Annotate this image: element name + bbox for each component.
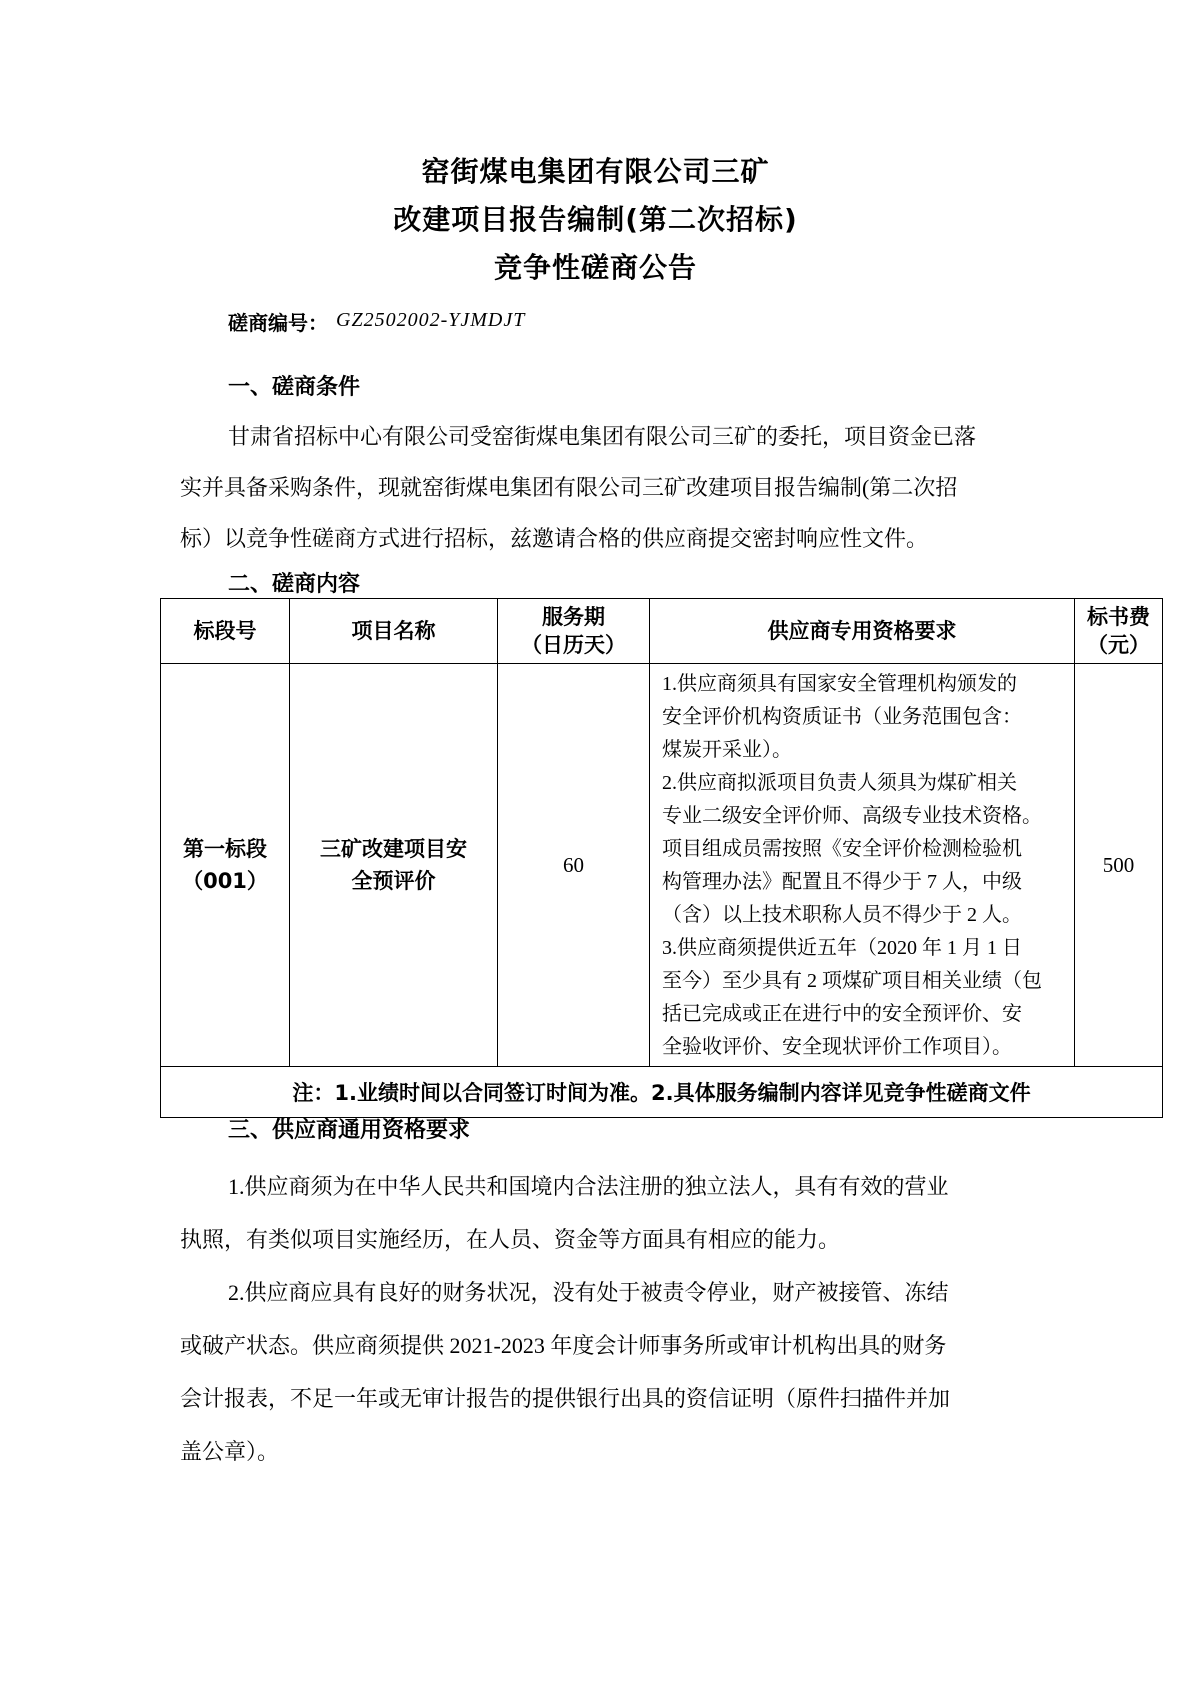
- header-service-period-line-1: 服务期: [542, 605, 605, 629]
- section-2-heading: 二、磋商内容: [228, 572, 361, 597]
- bid-lot-table: [160, 598, 1163, 1118]
- section-3-para-2-line-2: 或破产状态。供应商须提供 2021-2023 年度会计师事务所或审计机构出具的财务: [180, 1333, 947, 1358]
- cell-fee: 500: [1075, 664, 1163, 1067]
- section-1-heading: 一、磋商条件: [228, 375, 361, 400]
- cell-project-name: [290, 664, 498, 1067]
- cell-lot-line-1: 第一标段: [183, 837, 267, 861]
- cell-project-name-line-1: 三矿改建项目安: [320, 837, 467, 861]
- reference-number: GZ2502002-YJMDJT: [336, 309, 526, 331]
- req-line: 至今）至少具有 2 项煤矿项目相关业绩（包: [662, 970, 1042, 992]
- table-header-row: [161, 599, 1163, 664]
- req-line: 括已完成或正在进行中的安全预评价、安: [662, 1003, 1022, 1025]
- cell-project-name-line-2: 全预评价: [351, 869, 436, 893]
- table-note: 注：1.业绩时间以合同签订时间为准。2.具体服务编制内容详见竞争性磋商文件: [161, 1067, 1163, 1118]
- section-3-para-2-line-3: 会计报表，不足一年或无审计报告的提供银行出具的资信证明（原件扫描件并加: [180, 1386, 951, 1411]
- section-3-para-2-line-1: 2.供应商应具有良好的财务状况，没有处于被责令停业，财产被接管、冻结: [228, 1280, 949, 1305]
- section-1-line-3: 标）以竞争性磋商方式进行招标，兹邀请合格的供应商提交密封响应性文件。: [180, 526, 929, 551]
- req-line: 全验收评价、安全现状评价工作项目）。: [662, 1036, 1012, 1058]
- table-note-row: [161, 1067, 1163, 1118]
- title-line-3: 竞争性磋商公告: [493, 251, 697, 284]
- section-1-line-2: 实并具备采购条件，现就窑街煤电集团有限公司三矿改建项目报告编制(第二次招: [180, 475, 958, 500]
- section-3-para-2-line-4: 盖公章）。: [180, 1439, 280, 1464]
- req-line: 1.供应商须具有国家安全管理机构颁发的: [662, 673, 1017, 695]
- cell-lot-line-2: （001）: [182, 869, 268, 893]
- section-3-para-1-line-2: 执照，有类似项目实施经历，在人员、资金等方面具有相应的能力。: [180, 1227, 841, 1252]
- header-service-period-line-2: （日历天）: [521, 633, 626, 657]
- req-line: 安全评价机构资质证书（业务范围包含：: [662, 706, 1022, 728]
- req-line: 项目组成员需按照《安全评价检测检验机: [662, 838, 1022, 860]
- cell-requirements: [650, 664, 1075, 1067]
- header-fee: [1075, 599, 1163, 664]
- req-line: 3.供应商须提供近五年（2020 年 1 月 1 日: [662, 937, 1022, 959]
- table-row: [161, 664, 1163, 1067]
- req-line: 煤炭开采业）。: [662, 739, 792, 761]
- section-3-para-1-line-1: 1.供应商须为在中华人民共和国境内合法注册的独立法人，具有有效的营业: [228, 1174, 949, 1199]
- header-project-name: 项目名称: [290, 599, 498, 664]
- req-line: 专业二级安全评价师、高级专业技术资格。: [662, 805, 1042, 827]
- req-line: 构管理办法》配置且不得少于 7 人，中级: [662, 871, 1022, 893]
- header-fee-line-1: 标书费: [1087, 605, 1150, 629]
- reference-label: 磋商编号：: [228, 311, 328, 335]
- title-line-1: 窑街煤电集团有限公司三矿: [421, 155, 770, 188]
- req-line: 2.供应商拟派项目负责人须具为煤矿相关: [662, 772, 1017, 794]
- section-3-heading: 三、供应商通用资格要求: [228, 1118, 471, 1143]
- cell-lot: [161, 664, 290, 1067]
- header-requirements: 供应商专用资格要求: [650, 599, 1075, 664]
- req-line: （含）以上技术职称人员不得少于 2 人。: [662, 904, 1022, 926]
- header-service-period: [498, 599, 650, 664]
- title-line-2: 改建项目报告编制(第二次招标): [393, 203, 798, 236]
- header-fee-line-2: （元）: [1087, 633, 1150, 657]
- section-1-line-1: 甘肃省招标中心有限公司受窑街煤电集团有限公司三矿的委托，项目资金已落: [228, 424, 977, 449]
- cell-service-period: 60: [498, 664, 650, 1067]
- header-lot: 标段号: [161, 599, 290, 664]
